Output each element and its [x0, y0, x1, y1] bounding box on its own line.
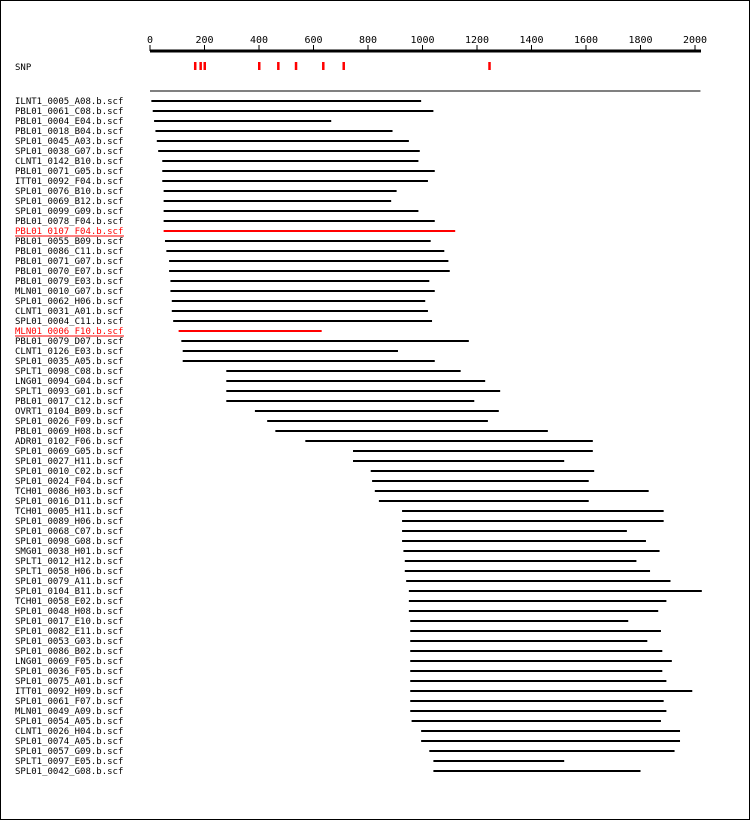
read-row — [15, 157, 418, 167]
read-row — [15, 247, 444, 257]
read-row — [15, 267, 450, 277]
read-row — [15, 687, 692, 697]
snp-marker — [258, 62, 261, 70]
read-name: PBL01_0071_G07.b.scf — [15, 257, 124, 267]
read-name: SPLT1_0098_C08.b.scf — [15, 367, 124, 377]
axis-tick-label: 800 — [358, 35, 378, 46]
read-name: SPL01_0074_A05.b.scf — [15, 737, 124, 747]
read-row — [15, 547, 660, 557]
read-name: SPLT1_0093_G01.b.scf — [15, 387, 124, 397]
read-name: MLN01_0006_F10.b.scf — [15, 327, 124, 337]
read-row — [15, 667, 662, 677]
read-row — [15, 177, 428, 187]
read-name: CLNT1_0031_A01.b.scf — [15, 307, 124, 317]
read-name: SMG01_0038_H01.b.scf — [15, 547, 124, 557]
read-name: SPL01_0098_G08.b.scf — [15, 537, 124, 547]
snp-track — [15, 62, 491, 73]
read-name: SPL01_0104_B11.b.scf — [15, 587, 124, 597]
read-name: TCH01_0005_H11.b.scf — [15, 507, 124, 517]
read-name: SPL01_0086_B02.b.scf — [15, 647, 124, 657]
snp-marker — [277, 62, 280, 70]
read-row — [15, 387, 500, 397]
snp-marker — [194, 62, 197, 70]
read-row — [15, 337, 469, 347]
read-row — [15, 327, 322, 337]
read-row — [15, 297, 425, 307]
read-name: SPLT1_0097_E05.b.scf — [15, 757, 124, 767]
read-name: SPL01_0057_G09.b.scf — [15, 747, 124, 757]
reads-track — [15, 97, 702, 777]
read-row — [15, 707, 666, 717]
read-row — [15, 277, 429, 287]
read-row — [15, 217, 435, 227]
read-name: SPL01_0054_A05.b.scf — [15, 717, 124, 727]
read-row — [15, 437, 593, 447]
read-name: CLNT1_0026_H04.b.scf — [15, 727, 124, 737]
read-row — [15, 647, 662, 657]
read-name: PBL01_0079_E03.b.scf — [15, 277, 124, 287]
read-row — [15, 147, 420, 157]
read-row — [15, 417, 488, 427]
read-name: SPLT1_0012_H12.b.scf — [15, 557, 124, 567]
scale-axis — [147, 35, 707, 51]
read-name: PBL01_0069_H08.b.scf — [15, 427, 124, 437]
read-name: SPL01_0035_A05.b.scf — [15, 357, 124, 367]
read-name: SPL01_0068_C07.b.scf — [15, 527, 124, 537]
read-row — [15, 377, 485, 387]
read-row — [15, 717, 661, 727]
read-row — [15, 397, 474, 407]
read-name: LNG01_0094_G04.b.scf — [15, 377, 124, 387]
read-alignment-chart — [1, 1, 749, 819]
read-row — [15, 467, 594, 477]
read-name: MLN01_0049_A09.b.scf — [15, 707, 124, 717]
read-name: PBL01_0086_C11.b.scf — [15, 247, 124, 257]
read-row — [15, 427, 548, 437]
read-row — [15, 317, 432, 327]
read-name: MLN01_0010_G07.b.scf — [15, 287, 124, 297]
read-row — [15, 747, 675, 757]
read-row — [15, 117, 331, 127]
read-row — [15, 537, 646, 547]
read-name: ADR01_0102_F06.b.scf — [15, 437, 124, 447]
read-row — [15, 577, 670, 587]
read-name: PBL01_0004_E04.b.scf — [15, 117, 124, 127]
read-row — [15, 507, 664, 517]
read-name: SPL01_0061_F07.b.scf — [15, 697, 124, 707]
read-name: SPL01_0082_E11.b.scf — [15, 627, 124, 637]
read-row — [15, 187, 397, 197]
read-name: SPL01_0017_E10.b.scf — [15, 617, 124, 627]
read-row — [15, 407, 499, 417]
read-name: TCH01_0058_E02.b.scf — [15, 597, 124, 607]
read-row — [15, 257, 448, 267]
read-row — [15, 137, 409, 147]
read-name: SPL01_0042_G08.b.scf — [15, 767, 124, 777]
read-row — [15, 477, 589, 487]
read-name: PBL01_0017_C12.b.scf — [15, 397, 124, 407]
axis-tick-label: 600 — [304, 35, 323, 46]
read-name: SPL01_0053_G03.b.scf — [15, 637, 124, 647]
read-name: SPL01_0036_F05.b.scf — [15, 667, 124, 677]
read-row — [15, 227, 455, 237]
read-row — [15, 657, 672, 667]
read-row — [15, 737, 680, 747]
axis-tick-label: 1200 — [464, 35, 490, 46]
read-name: PBL01_0018_B04.b.scf — [15, 127, 124, 137]
read-name: ITT01_0092_H09.b.scf — [15, 687, 124, 697]
read-row — [15, 97, 421, 107]
snp-marker — [342, 62, 345, 70]
read-name: SPL01_0016_D11.b.scf — [15, 497, 124, 507]
read-row — [15, 287, 435, 297]
read-name: SPL01_0048_H08.b.scf — [15, 607, 124, 617]
read-name: SPL01_0024_F04.b.scf — [15, 477, 124, 487]
axis-tick-label: 1400 — [519, 35, 544, 46]
read-name: PBL01_0071_G05.b.scf — [15, 167, 124, 177]
read-name: SPL01_0075_A01.b.scf — [15, 677, 124, 687]
read-name: PBL01_0078_F04.b.scf — [15, 217, 124, 227]
read-row — [15, 697, 664, 707]
read-name: ITT01_0092_F04.b.scf — [15, 177, 124, 187]
read-name: ILNT1_0005_A08.b.scf — [15, 97, 124, 107]
read-row — [15, 127, 393, 137]
read-row — [15, 617, 628, 627]
read-name: SPLT1_0058_H06.b.scf — [15, 567, 124, 577]
read-name: TCH01_0086_H03.b.scf — [15, 487, 124, 497]
read-name: SPL01_0079_A11.b.scf — [15, 577, 124, 587]
read-name: SPL01_0089_H06.b.scf — [15, 517, 124, 527]
read-name: CLNT1_0126_E03.b.scf — [15, 347, 124, 357]
read-name: SPL01_0069_G05.b.scf — [15, 447, 124, 457]
read-name: SPL01_0010_C02.b.scf — [15, 467, 124, 477]
read-name: PBL01_0070_E07.b.scf — [15, 267, 124, 277]
snp-marker — [322, 62, 325, 70]
read-row — [15, 497, 589, 507]
read-name: PBL01_0079_D07.b.scf — [15, 337, 124, 347]
read-row — [15, 677, 666, 687]
read-row — [15, 517, 664, 527]
read-name: SPL01_0004_C11.b.scf — [15, 317, 124, 327]
read-name: SPL01_0076_B10.b.scf — [15, 187, 124, 197]
snp-marker — [204, 62, 207, 70]
read-row — [15, 457, 564, 467]
read-row — [15, 447, 593, 457]
snp-label: SNP — [15, 63, 32, 73]
read-row — [15, 107, 433, 117]
read-name: LNG01_0069_F05.b.scf — [15, 657, 124, 667]
read-row — [15, 587, 702, 597]
snp-marker — [199, 62, 202, 70]
read-row — [15, 307, 428, 317]
read-row — [15, 367, 461, 377]
axis-tick-label: 1800 — [628, 35, 653, 46]
read-row — [15, 487, 649, 497]
read-name: PBL01_0061_C08.b.scf — [15, 107, 124, 117]
axis-tick-label: 2000 — [682, 35, 708, 46]
read-name: SPL01_0038_G07.b.scf — [15, 147, 124, 157]
axis-tick-label: 1000 — [410, 35, 435, 46]
read-name: SPL01_0027_H11.b.scf — [15, 457, 124, 467]
axis-tick-label: 200 — [195, 35, 214, 46]
read-name: CLNT1_0142_B10.b.scf — [15, 157, 124, 167]
read-row — [15, 767, 641, 777]
read-name: SPL01_0026_F09.b.scf — [15, 417, 124, 427]
read-row — [15, 627, 661, 637]
read-name: OVRT1_0104_B09.b.scf — [15, 407, 124, 417]
read-name: PBL01_0107_F04.b.scf — [15, 227, 124, 237]
read-row — [15, 757, 564, 767]
read-name: SPL01_0069_B12.b.scf — [15, 197, 124, 207]
read-name: SPL01_0062_H06.b.scf — [15, 297, 124, 307]
read-row — [15, 727, 680, 737]
read-row — [15, 347, 398, 357]
axis-tick-label: 1600 — [573, 35, 599, 46]
read-row — [15, 557, 636, 567]
read-row — [15, 167, 435, 177]
read-name: SPL01_0045_A03.b.scf — [15, 137, 124, 147]
read-row — [15, 637, 647, 647]
read-name: SPL01_0099_G09.b.scf — [15, 207, 124, 217]
read-name: PBL01_0055_B09.b.scf — [15, 237, 124, 247]
read-row — [15, 567, 650, 577]
read-row — [15, 607, 658, 617]
snp-marker — [295, 62, 298, 70]
axis-tick-label: 0 — [146, 35, 154, 46]
read-row — [15, 207, 418, 217]
read-row — [15, 597, 666, 607]
read-row — [15, 237, 431, 247]
read-row — [15, 197, 391, 207]
snp-marker — [488, 62, 491, 70]
axis-tick-label: 400 — [249, 35, 269, 46]
read-row — [15, 527, 627, 537]
read-row — [15, 357, 435, 367]
